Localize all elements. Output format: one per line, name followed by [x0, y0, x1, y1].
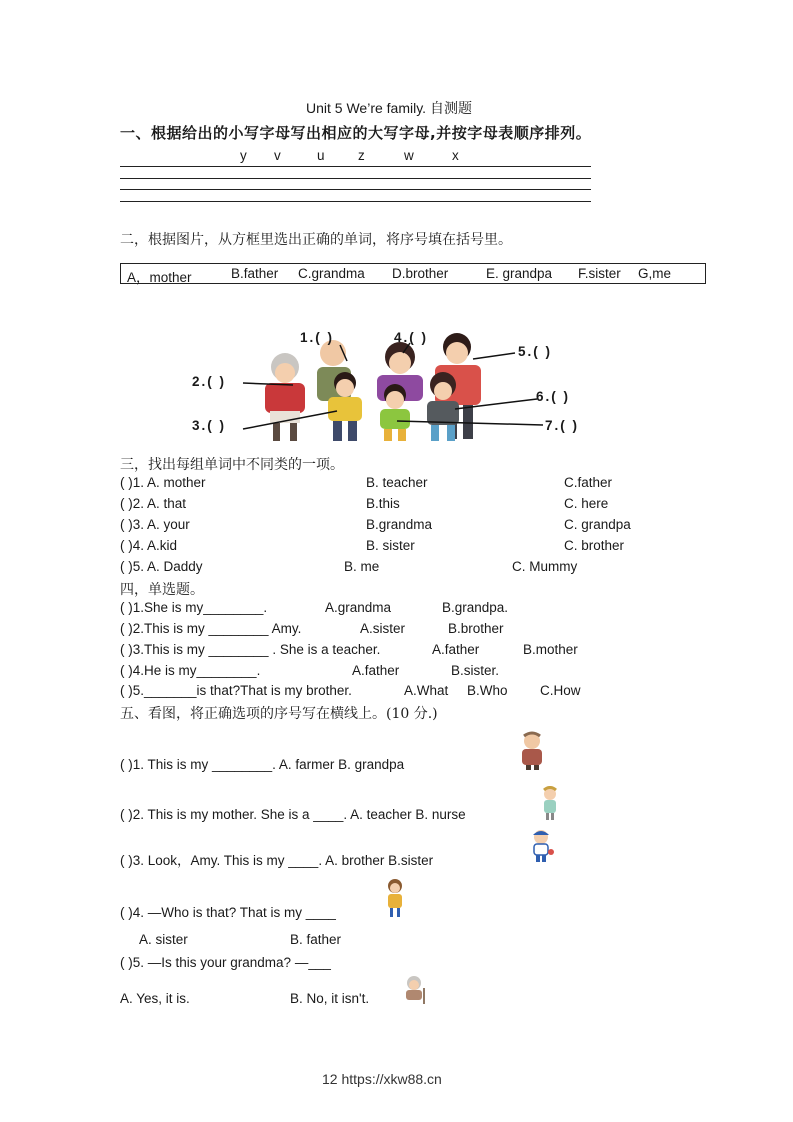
s4-q1-b: B.grandpa.: [442, 600, 509, 615]
s5-q1: ( )1. This is my ________. A. farmer B. grandpa: [120, 757, 405, 772]
s5-q5: ( )5. —Is this your grandma? —___: [120, 955, 331, 970]
writing-line-4[interactable]: [120, 201, 591, 202]
s3-q2-b: B.this: [366, 496, 400, 511]
picture-label-3: 3.( ): [192, 418, 227, 433]
s5-q2: ( )2. This is my mother. She is a ____. A. teacher B. nurse: [120, 807, 466, 822]
sister-picture: [384, 878, 406, 918]
word-option-a: A，mother: [127, 270, 192, 285]
s4-q5: ( )5._______is that?That is my brother.: [120, 683, 352, 698]
section-5-heading: 五、看图，将正确选项的序号写在横线上。(10 分.): [120, 706, 438, 722]
s3-q4-b: B. sister: [366, 538, 415, 553]
s4-q5-a: A.What: [404, 683, 449, 698]
s5-q5-a: A. Yes, it is.: [120, 991, 190, 1006]
picture-label-7: 7.( ): [545, 418, 580, 433]
word-option-b: B.father: [231, 266, 279, 281]
picture-label-6: 6.( ): [536, 389, 571, 404]
nurse-picture: [538, 786, 562, 820]
me-figure: [380, 384, 410, 441]
s4-q5-b: B.Who: [467, 683, 508, 698]
s3-q4: ( )4. A.kid: [120, 538, 178, 553]
s3-q3-c: C. grandpa: [564, 517, 631, 532]
sister-figure: [427, 372, 459, 441]
s3-q5: ( )5. A. Daddy: [120, 559, 203, 574]
word-option-e: E. grandpa: [486, 266, 553, 281]
s3-q2-c: C. here: [564, 496, 609, 511]
letter-4: z: [358, 148, 365, 163]
picture-label-1: 1.( ): [300, 330, 335, 345]
s5-q3: ( )3. Look，Amy. This is my ____. A. brother B.sister: [120, 853, 434, 868]
word-option-f: F.sister: [578, 266, 621, 281]
s5-q5-b: B. No, it isn't.: [290, 991, 370, 1006]
section-1-heading: 一、根据给出的小写字母写出相应的大写字母,并按字母表顺序排列。: [120, 124, 592, 142]
s3-q2: ( )2. A. that: [120, 496, 187, 511]
s4-q3: ( )3.This is my ________ . She is a teacher.: [120, 642, 381, 657]
s3-q4-c: C. brother: [564, 538, 625, 553]
s3-q1-b: B. teacher: [366, 475, 428, 490]
page-footer: 12 https://xkw88.cn: [322, 1071, 442, 1087]
picture-label-4: 4.( ): [394, 330, 429, 345]
brother-picture: [528, 828, 556, 862]
s4-q4-b: B.sister.: [451, 663, 500, 678]
s4-q4-a: A.father: [352, 663, 400, 678]
s3-q3: ( )3. A. your: [120, 517, 190, 532]
s3-q1-c: C.father: [564, 475, 613, 490]
grandpa-picture: [512, 730, 552, 770]
letter-2: v: [274, 148, 281, 163]
word-option-c: C.grandma: [298, 266, 365, 281]
s4-q4: ( )4.He is my________.: [120, 663, 261, 678]
grandma-picture: [400, 974, 430, 1004]
letter-5: w: [404, 148, 414, 163]
section-4-heading: 四，单选题。: [120, 582, 204, 598]
s3-q5-c: C. Mummy: [512, 559, 578, 574]
section-2-heading: 二，根据图片，从方框里选出正确的单词，将序号填在括号里。: [120, 232, 512, 248]
s4-q5-c: C.How: [540, 683, 581, 698]
word-option-d: D.brother: [392, 266, 449, 281]
s3-q5-b: B. me: [344, 559, 380, 574]
s4-q3-b: B.mother: [523, 642, 578, 657]
letter-6: x: [452, 148, 459, 163]
s4-q2-b: B.brother: [448, 621, 504, 636]
s4-q3-a: A.father: [432, 642, 480, 657]
s5-q4-a: A. sister: [139, 932, 188, 947]
s4-q1: ( )1.She is my________.: [120, 600, 268, 615]
page-title: Unit 5 We’re family. 自测题: [306, 100, 472, 116]
s4-q2: ( )2.This is my ________ Amy.: [120, 621, 302, 636]
s4-q1-a: A.grandma: [325, 600, 392, 615]
section-3-heading: 三，找出每组单词中不同类的一项。: [120, 457, 344, 473]
s3-q1: ( )1. A. mother: [120, 475, 206, 490]
writing-line-2[interactable]: [120, 178, 591, 179]
writing-line-3[interactable]: [120, 189, 591, 190]
word-option-g: G,me: [638, 266, 672, 281]
letter-3: u: [317, 148, 325, 163]
s5-q4-b: B. father: [290, 932, 342, 947]
picture-label-2: 2.( ): [192, 374, 227, 389]
writing-line-1[interactable]: [120, 166, 591, 167]
letter-1: y: [240, 148, 247, 163]
s3-q3-b: B.grandma: [366, 517, 433, 532]
picture-label-5: 5.( ): [518, 344, 553, 359]
grandma-figure: [265, 353, 305, 441]
s5-q4: ( )4. —Who is that? That is my ____: [120, 905, 336, 920]
s4-q2-a: A.sister: [360, 621, 406, 636]
